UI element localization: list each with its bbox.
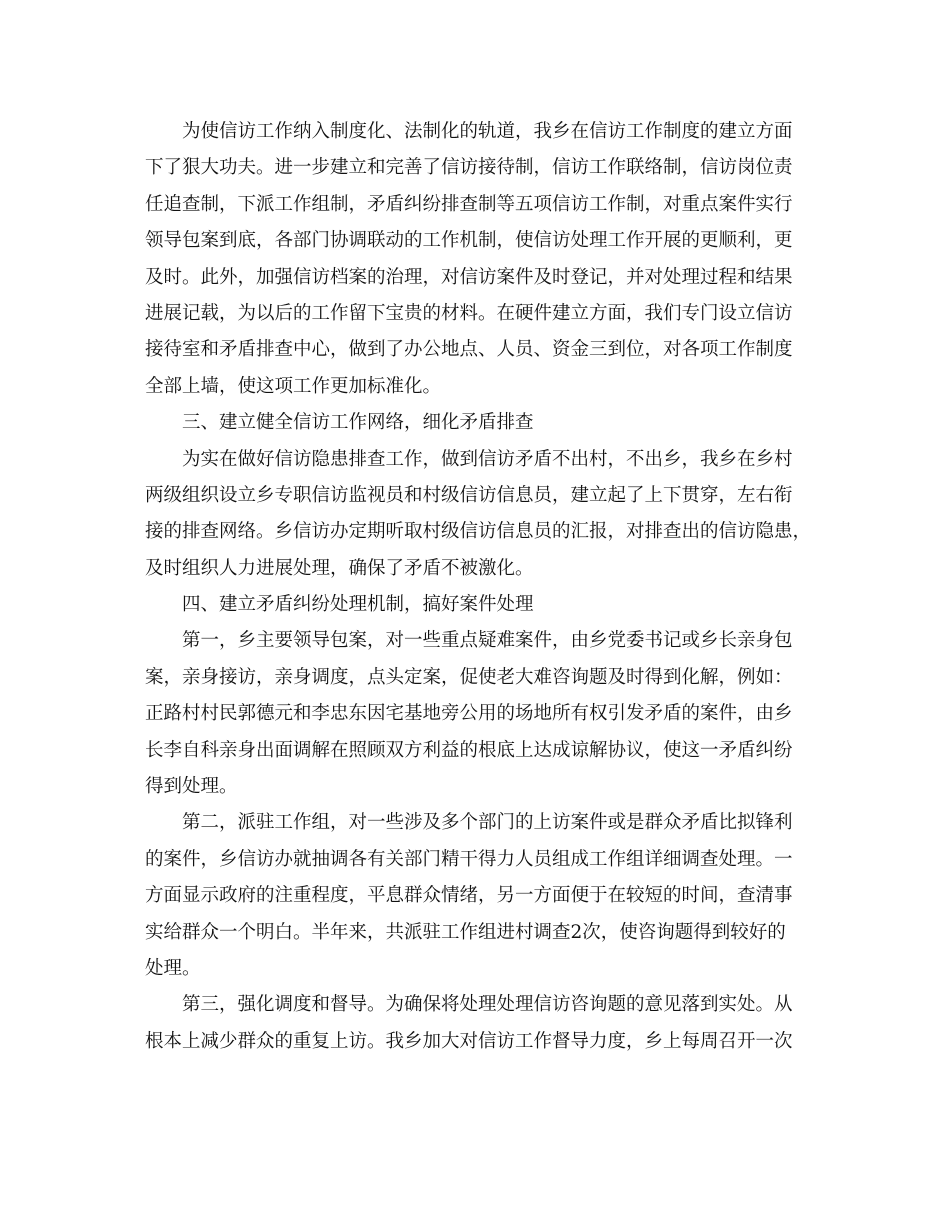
text-line: 为使信访工作纳入制度化、法制化的轨道，我乡在信访工作制度的建立方面 [182, 121, 793, 142]
text-line: 实给群众一个明白。半年来，共派驻工作组进村调查2次，使咨询题得到较好的 [145, 921, 786, 943]
text-line: 方面显示政府的注重程度，平息群众情绪，另一方面便于在较短的时间，查清事 [145, 885, 793, 907]
text-line: 案，亲身接访，亲身调度，点头定案，促使老大难咨询题及时得到化解，例如： [145, 666, 793, 688]
text-line: 根本上减少群众的重复上访。我乡加大对信访工作督导力度，乡上每周召开一次 [145, 1030, 793, 1052]
text-line: 两级组织设立乡专职信访监视员和村级信访信息员，建立起了上下贯穿，左右衔 [145, 484, 793, 506]
text-line: 任追查制，下派工作组制，矛盾纠纷排查制等五项信访工作制，对重点案件实行 [145, 193, 793, 215]
text-line: 进展记载，为以后的工作留下宝贵的材料。在硬件建立方面，我们专门设立信访 [145, 302, 793, 324]
text-line: 第二，派驻工作组，对一些涉及多个部门的上访案件或是群众矛盾比拟锋利 [182, 812, 793, 834]
text-line: 长李自科亲身出面调解在照顾双方利益的根底上达成谅解协议，使这一矛盾纠纷 [145, 739, 793, 761]
document-body [145, 114, 815, 1060]
text-line: 第一，乡主要领导包案，对一些重点疑难案件，由乡党委书记或乡长亲身包 [182, 630, 793, 652]
text-line: 三、建立健全信访工作网络，细化矛盾排查 [182, 412, 534, 434]
text-line: 正路村村民郭德元和李忠东因宅基地旁公用的场地所有权引发矛盾的案件，由乡 [145, 703, 793, 725]
text-line: 处理。 [145, 957, 201, 979]
text-line: 的案件，乡信访办就抽调各有关部门精干得力人员组成工作组详细调查处理。一 [145, 848, 793, 870]
text-line: 及时。此外，加强信访档案的治理，对信访案件及时登记，并对处理过程和结果 [145, 266, 793, 288]
text-line: 接待室和矛盾排查中心，做到了办公地点、人员、资金三到位，对各项工作制度 [145, 339, 793, 361]
text-line: 领导包案到底，各部门协调联动的工作机制，使信访处理工作开展的更顺利，更 [145, 230, 793, 252]
text-line: 及时组织人力进展处理，确保了矛盾不被激化。 [145, 557, 534, 579]
text-line: 为实在做好信访隐患排查工作，做到信访矛盾不出村，不出乡，我乡在乡村 [182, 448, 793, 470]
text-line: 四、建立矛盾纠纷处理机制，搞好案件处理 [182, 594, 534, 616]
text-line: 接的排查网络。乡信访办定期听取村级信访信息员的汇报，对排查出的信访隐患， [145, 521, 812, 543]
text-line: 全部上墙，使这项工作更加标准化。 [145, 375, 442, 397]
text-line: 下了狠大功夫。进一步建立和完善了信访接待制，信访工作联络制，信访岗位责 [145, 157, 793, 179]
text-line: 得到处理。 [145, 776, 238, 798]
text-line: 第三，强化调度和督导。为确保将处理处理信访咨询题的意见落到实处。从 [182, 994, 793, 1016]
